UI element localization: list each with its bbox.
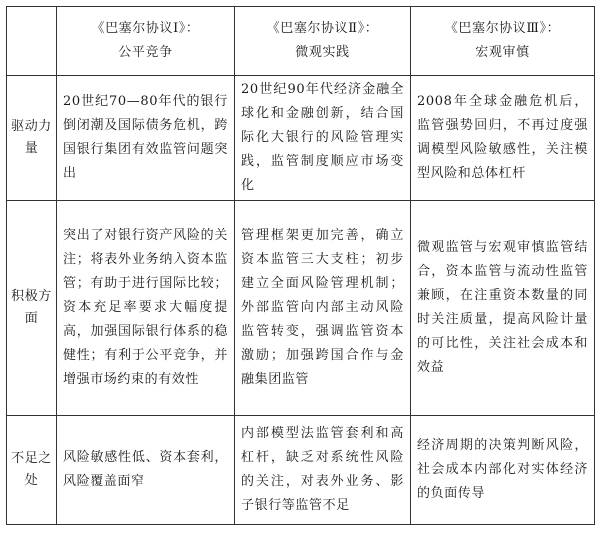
cell-basel-1-positive-aspects: 突出了对银行资产风险的关注；将表外业务纳入资本监管；有助于进行国际比较；资本充足率要求大幅度提高，加强国际银行体系的稳健性；有利于公平竞争，并增强市场约束的有效性: [57, 201, 235, 416]
header-basel-1-title: 《巴塞尔协议Ⅰ》：: [91, 21, 200, 36]
header-basel-3-theme: 宏观审慎: [475, 45, 530, 60]
cell-basel-3-driving-forces: 2008年全球金融危机后，监管强势回归，不再过度强调模型风险敏感性，关注模型风险和总体杠杆: [411, 76, 595, 201]
header-row: [7, 7, 595, 76]
header-basel-3: [411, 7, 595, 76]
cell-basel-3-positive-aspects: 微观监管与宏观审慎监管结合，资本监管与流动性监管兼顾，在注重资本数量的同时关注质量，提高风险计量的可比性，关注社会成本和效益: [411, 201, 595, 416]
cell-basel-2-driving-forces: 20世纪90年代经济金融全球化和金融创新，结合国际化大银行的风险管理实践，监管制度顺应市场变化: [235, 76, 411, 201]
header-basel-1: [57, 7, 235, 76]
header-basel-3-title: 《巴塞尔协议Ⅲ》：: [444, 21, 561, 36]
header-basel-2-title: 《巴塞尔协议Ⅱ》：: [266, 21, 379, 36]
cell-basel-1-driving-forces: 20世纪70—80年代的银行倒闭潮及国际债务危机，跨国银行集团有效监管问题突出: [57, 76, 235, 201]
row-label-positive-aspects: 积极方面: [7, 201, 57, 416]
cell-basel-3-shortcomings: 经济周期的决策判断风险，社会成本内部化对实体经济的负面传导: [411, 416, 595, 525]
header-basel-1-theme: 公平竞争: [118, 45, 173, 60]
table-row: [7, 416, 595, 525]
row-label-shortcomings: 不足之处: [7, 416, 57, 525]
table-row: [7, 76, 595, 201]
row-label-driving-forces: 驱动力量: [7, 76, 57, 201]
basel-accords-comparison-table: [6, 6, 595, 525]
cell-basel-2-positive-aspects: 管理框架更加完善，确立资本监管三大支柱；初步建立全面风险管理机制；外部监管向内部主动风险监管转变，强调监管资本激励；加强跨国合作与金融集团监管: [235, 201, 411, 416]
cell-basel-1-shortcomings: 风险敏感性低、资本套利，风险覆盖面窄: [57, 416, 235, 525]
header-corner-cell: [7, 7, 57, 76]
table-row: [7, 201, 595, 416]
header-basel-2: [235, 7, 411, 76]
cell-basel-2-shortcomings: 内部模型法监管套利和高杠杆，缺乏对系统性风险的关注，对表外业务、影子银行等监管不足: [235, 416, 411, 525]
header-basel-2-theme: 微观实践: [295, 45, 350, 60]
